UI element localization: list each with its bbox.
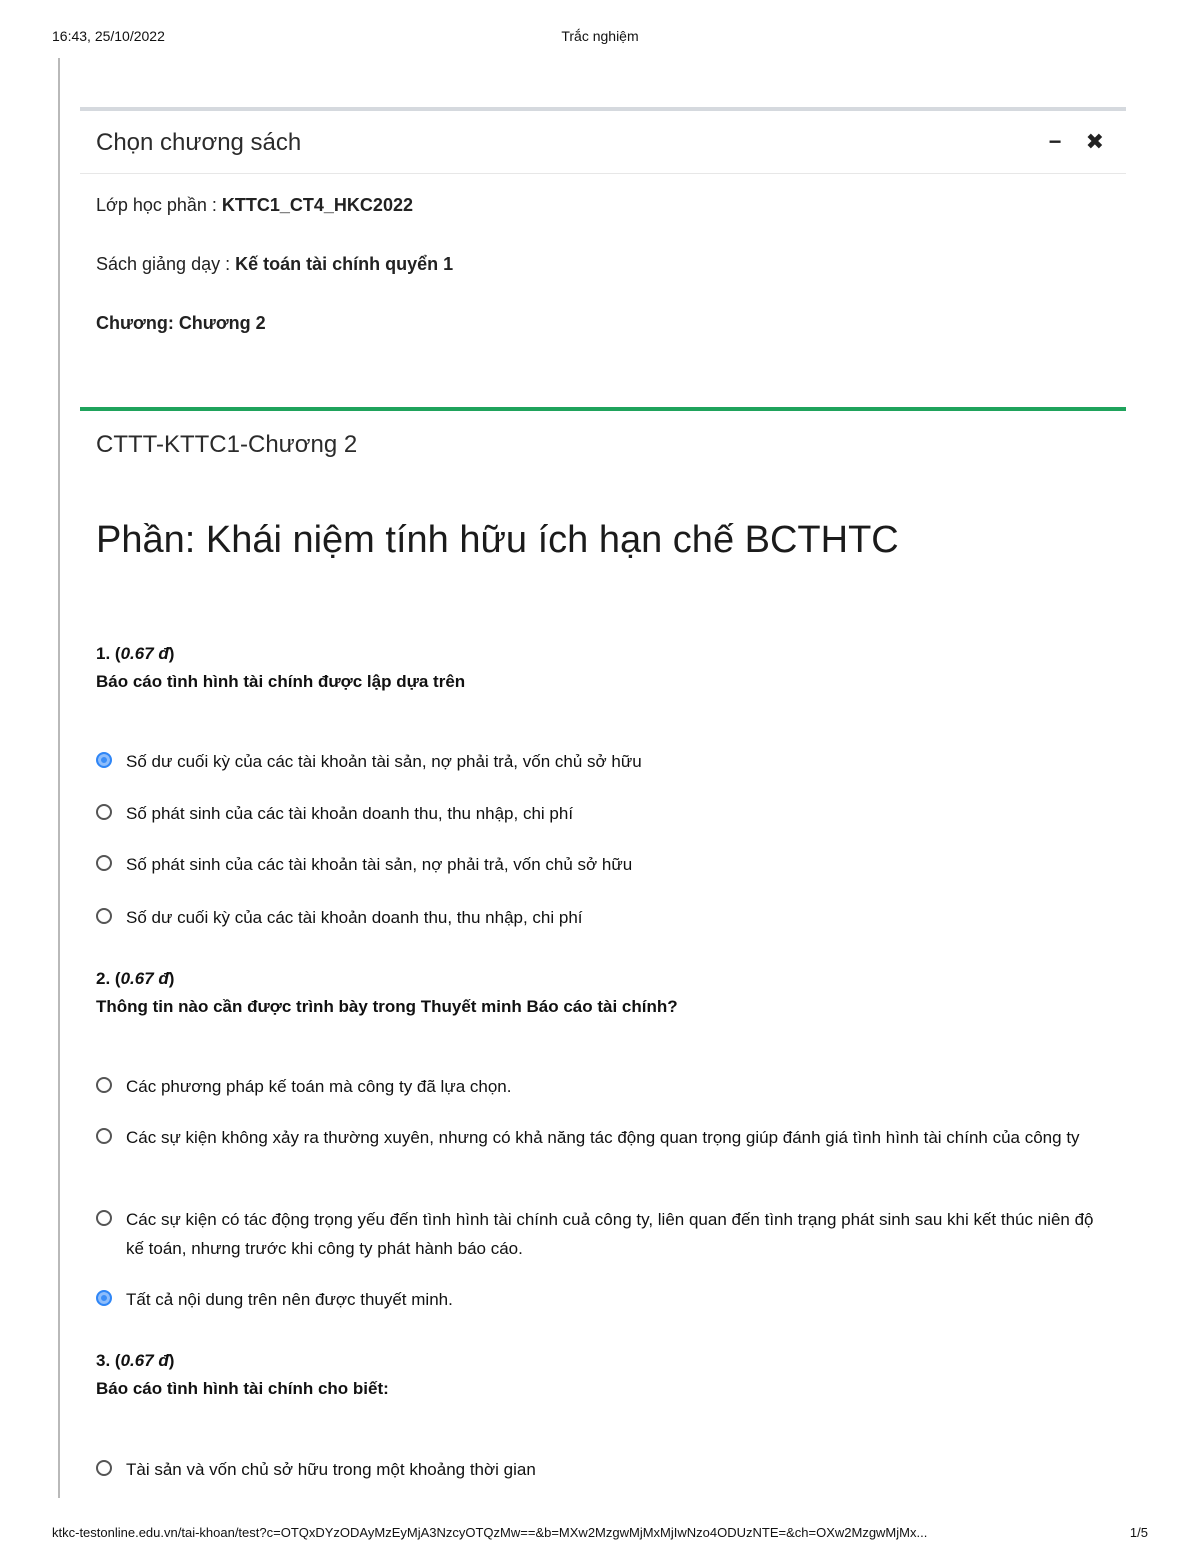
close-icon[interactable]: ✖ [1085, 129, 1104, 154]
question-number-label: 1. ( [96, 644, 121, 663]
radio-checked-icon[interactable] [96, 752, 112, 768]
answer-option-text: Các sự kiện có tác động trọng yếu đến tình hình tài chính cuả công ty, liên quan đến tình trạng phát sinh sau khi kết thúc niên độ kế toán, nhưng trước khi công ty phát hành báo cáo. [126, 1210, 1094, 1258]
radio-unchecked-icon[interactable] [96, 1077, 112, 1093]
answer-option-text: Số dư cuối kỳ của các tài khoản doanh thu, thu nhập, chi phí [126, 908, 583, 927]
print-header [52, 28, 1148, 50]
question-points: 0.67 đ [120, 969, 169, 988]
chapter-value: Chương 2 [178, 313, 266, 333]
answer-option[interactable] [96, 1072, 1126, 1101]
answer-option[interactable] [96, 747, 1126, 776]
question-2 [96, 969, 1110, 1017]
question-points: 0.67 đ [120, 1351, 169, 1370]
answer-option-text: Số phát sinh của các tài khoản doanh thu, thu nhập, chi phí [126, 804, 574, 823]
question-number-close: ) [168, 644, 175, 663]
test-panel [80, 407, 1126, 1501]
question-number-close: ) [168, 969, 175, 988]
answer-option[interactable] [96, 1455, 1126, 1484]
question-3 [96, 1351, 1110, 1399]
chapter-info [96, 313, 266, 334]
question-number [96, 1351, 1110, 1371]
print-page-number: 1/5 [1129, 1525, 1148, 1540]
radio-unchecked-icon[interactable] [96, 1210, 112, 1226]
question-number-label: 2. ( [96, 969, 121, 988]
class-label: Lớp học phần : [96, 195, 222, 215]
answer-option-text: Các phương pháp kế toán mà công ty đã lựa chọn. [126, 1077, 512, 1096]
question-points: 0.67 đ [120, 644, 169, 663]
chapter-select-panel [80, 107, 1126, 361]
chapter-label: Chương: [96, 313, 179, 333]
radio-unchecked-icon[interactable] [96, 1128, 112, 1144]
panel-tools [1031, 129, 1104, 155]
question-number [96, 644, 1110, 664]
radio-checked-icon[interactable] [96, 1290, 112, 1306]
minimize-icon[interactable]: − [1048, 129, 1062, 154]
answer-option[interactable] [96, 850, 1126, 879]
answer-option[interactable] [96, 903, 1126, 932]
answer-option-text: Các sự kiện không xảy ra thường xuyên, nhưng có khả năng tác động quan trọng giúp đánh giá tình hình tài chính của công ty [126, 1128, 1080, 1147]
book-info [96, 254, 453, 275]
class-value: KTTC1_CT4_HKC2022 [221, 195, 413, 215]
radio-unchecked-icon[interactable] [96, 908, 112, 924]
panel-header [80, 111, 1126, 174]
answer-option[interactable] [96, 1123, 1110, 1152]
print-datetime: 16:43, 25/10/2022 [52, 28, 165, 44]
answer-option-text: Số dư cuối kỳ của các tài khoản tài sản, nợ phải trả, vốn chủ sở hữu [126, 752, 642, 771]
radio-unchecked-icon[interactable] [96, 1460, 112, 1476]
test-code: CTTT-KTTC1-Chương 2 [96, 431, 358, 458]
question-text: Thông tin nào cần được trình bày trong Thuyết minh Báo cáo tài chính? [96, 997, 678, 1016]
answer-option[interactable] [96, 1285, 1126, 1314]
question-text: Báo cáo tình hình tài chính được lập dựa trên [96, 672, 466, 691]
section-title: Phần: Khái niệm tính hữu ích hạn chế BCTHTC [96, 519, 899, 561]
answer-option[interactable] [96, 799, 1126, 828]
answer-option[interactable] [96, 1205, 1110, 1263]
left-border-line [58, 58, 60, 1498]
print-page-title: Trắc nghiệm [561, 28, 639, 44]
answer-option-text: Số phát sinh của các tài khoản tài sản, nợ phải trả, vốn chủ sở hữu [126, 855, 633, 874]
panel-title: Chọn chương sách [96, 129, 302, 156]
answer-option-text: Tài sản và vốn chủ sở hữu trong một khoảng thời gian [126, 1460, 536, 1479]
question-number-close: ) [168, 1351, 175, 1370]
print-url: ktkc-testonline.edu.vn/tai-khoan/test?c=OTQxDYzODAyMzEyMjA3NzcyOTQzMw==&b=MXw2MzgwMjMxMjIwNzo4ODUzNTE=&ch=OXw2MzgwMjMx... [52, 1525, 928, 1540]
answer-option-text: Tất cả nội dung trên nên được thuyết minh. [126, 1290, 453, 1309]
radio-unchecked-icon[interactable] [96, 855, 112, 871]
book-value: Kế toán tài chính quyển 1 [235, 254, 454, 274]
question-1 [96, 644, 1110, 692]
question-text: Báo cáo tình hình tài chính cho biết: [96, 1379, 389, 1398]
question-number-label: 3. ( [96, 1351, 121, 1370]
question-number [96, 969, 1110, 989]
class-info [96, 195, 413, 216]
radio-unchecked-icon[interactable] [96, 804, 112, 820]
book-label: Sách giảng dạy : [96, 254, 236, 274]
